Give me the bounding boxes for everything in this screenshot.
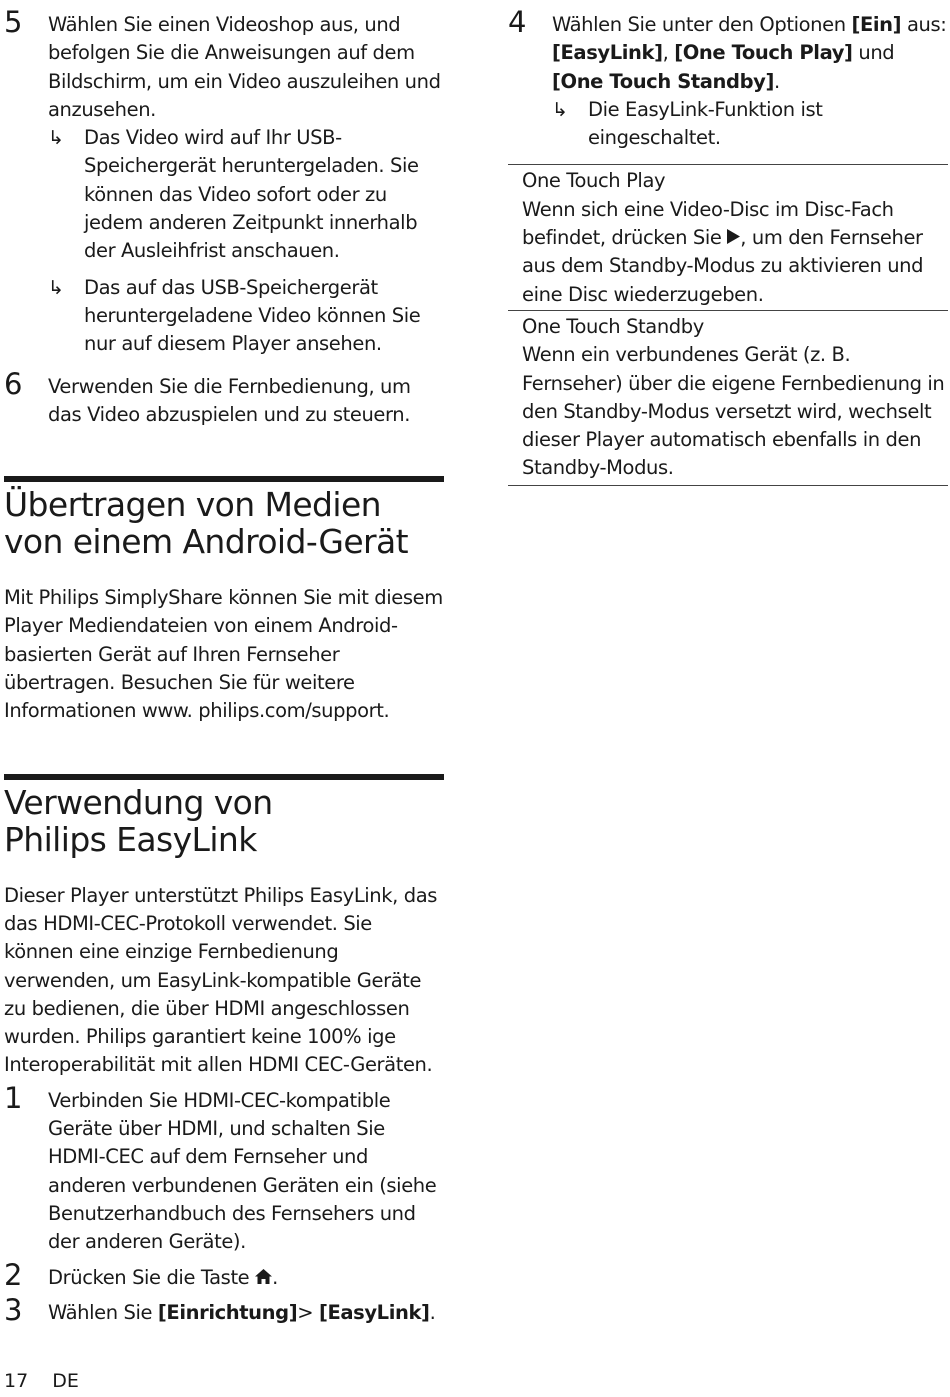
section-heading-android: Übertragen von Medien von einem Android-Gerät (4, 476, 444, 560)
result-arrow-icon: ↳ (48, 127, 64, 150)
section-heading-easylink (4, 774, 444, 858)
step-text-part: Wählen Sie unter den Optionen (552, 13, 852, 36)
step-6 (4, 366, 444, 430)
play-icon (727, 224, 740, 252)
definition-text: Wenn ein verbundenes Gerät (z. B. Fernseher) über die eigene Fernbedienung in den Standby-Modus versetzt wird, wechselt dieser Player automatisch ebenfalls in den Standby-Modus. (522, 343, 945, 480)
definition-text (522, 196, 948, 309)
result-item (48, 124, 444, 265)
section-body-easylink: Dieser Player unterstützt Philips EasyLink, das das HDMI-CEC-Protokoll verwendet. Sie können eine einzige Fernbedienung verwenden, um EasyLink-kompatible Geräte zu bedienen, die über HDMI angeschlossen wurden. Philips garantiert keine 100% ige Interoperabilität mit allen HDMI CEC-Geräten. (4, 883, 438, 1077)
step-text-part: , (662, 41, 675, 65)
step-text-part: Drücken Sie die Taste (48, 1265, 256, 1289)
heading-line: Verwendung von (4, 782, 273, 822)
result-arrow-icon: ↳ (48, 276, 64, 299)
step-text (48, 1299, 444, 1327)
step-number: 6 (4, 366, 23, 401)
step-text (48, 1264, 444, 1292)
step-number: 3 (4, 1292, 23, 1327)
definition-text-part: Wenn sich eine Video-Disc im Disc-Fach befindet, drücken Sie (522, 197, 894, 250)
step-text-part: . (773, 69, 780, 93)
step-text-part: . (429, 1300, 436, 1324)
step-text-part: Wählen Sie (48, 1300, 158, 1324)
table-bottom-rule (508, 485, 948, 486)
result-item (552, 96, 948, 153)
option-ein: [Ein] (851, 13, 902, 36)
menu-option-easylink: [EasyLink] (318, 1300, 430, 1324)
step-text-part: und (852, 41, 895, 65)
option-easylink: [EasyLink] (552, 41, 663, 65)
step-text-part: > (297, 1300, 319, 1324)
step-text: Verwenden Sie die Fernbedienung, um das Video abzuspielen und zu steuern. (48, 374, 411, 426)
definition-text-part: , um den Fernseher aus dem Standby-Modus zu aktivieren und eine Disc wiederzugeben. (522, 226, 924, 306)
step-1 (4, 1080, 444, 1257)
result-arrow-icon: ↳ (552, 98, 568, 121)
definition-title: One Touch Play (522, 169, 666, 193)
step-text-part: . (272, 1265, 278, 1289)
step-number: 5 (4, 5, 23, 39)
result-text: Das Video wird auf Ihr USB-Speichergerät heruntergeladen. Sie können das Video sofort oder zu jedem anderen Zeitpunkt innerhalb der Ausleihfrist anschauen. (84, 126, 419, 263)
step-number: 4 (508, 5, 527, 39)
step-text-part: aus: (901, 13, 947, 36)
step-text: Verbinden Sie HDMI-CEC-kompatible Geräte über HDMI, und schalten Sie HDMI-CEC auf dem Fernseher und anderen verbundenen Geräten ein (siehe Benutzerhandbuch des Fernsehers und der anderen Geräte). (48, 1088, 437, 1254)
page-footer (4, 1367, 97, 1395)
one-touch-standby-block (508, 310, 948, 483)
step-number: 2 (4, 1257, 23, 1292)
step-3 (4, 1292, 444, 1327)
step-number: 1 (4, 1080, 23, 1115)
right-column (508, 0, 948, 486)
page-number: 17 (4, 1370, 29, 1392)
step-2 (4, 1257, 444, 1292)
step-4 (508, 5, 948, 152)
option-one-touch-play: [One Touch Play] (674, 41, 853, 65)
home-icon (255, 1264, 272, 1292)
section-body-android: Mit Philips SimplyShare können Sie mit diesem Player Mediendateien von einem Android-basierten Gerät auf Ihren Fernseher übertragen. Besuchen Sie für weitere Informationen www. philips.com/support. (4, 586, 443, 723)
step-text: Wählen Sie einen Videoshop aus, und befolgen Sie die Anweisungen auf dem Bildschirm, um ein Video auszuleihen und anzusehen. (48, 13, 441, 121)
step-text (552, 11, 948, 96)
definition-title: One Touch Standby (522, 314, 704, 338)
option-one-touch-standby: [One Touch Standby] (552, 69, 774, 93)
result-text: Das auf das USB-Speichergerät heruntergeladene Video können Sie nur auf diesem Player ansehen. (84, 275, 421, 356)
menu-option-einrichtung: [Einrichtung] (157, 1300, 298, 1324)
heading-line: Philips EasyLink (4, 819, 257, 859)
left-column (4, 0, 444, 1327)
one-touch-play-block (508, 164, 948, 308)
language-code: DE (52, 1370, 79, 1392)
step-5 (4, 5, 444, 359)
result-item (48, 274, 444, 359)
result-text: Die EasyLink-Funktion ist eingeschaltet. (588, 97, 823, 150)
